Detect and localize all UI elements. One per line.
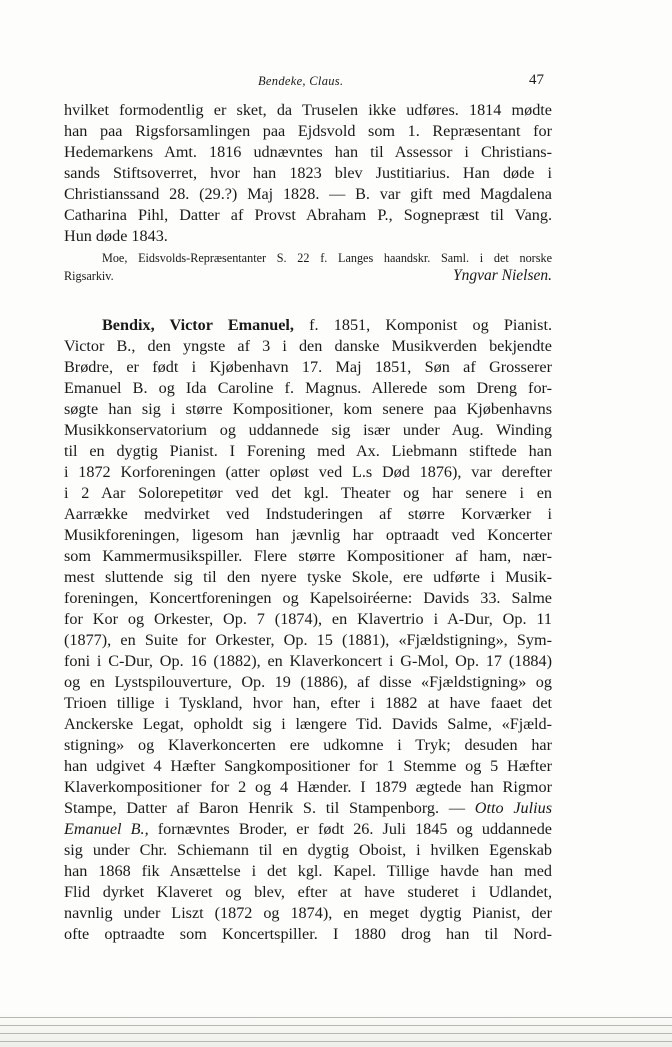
entry-separator <box>64 285 552 315</box>
reference-line: Rigsarkiv. <box>64 269 114 283</box>
text-line: Anckerske Legat, opholdt sig i længere Tid. Davids Salme, «Fjæld- <box>64 715 552 733</box>
text-line: han 1868 fik Ansættelse i det kgl. Kapel. Tillige havde han med <box>64 862 552 880</box>
entry-first-line-text: f. 1851, Komponist og Pianist. <box>293 316 553 334</box>
text-line: ofte optraadte som Koncertspiller. I 1880 drog han til Nord- <box>64 925 552 943</box>
text-line: søgte han sig i større Kompositioner, kom senere paa Kjøbenhavns <box>64 400 552 418</box>
text-line: foni i C-Dur, Op. 16 (1882), en Klaverkoncert i G-Mol, Op. 17 (1884) <box>64 652 552 670</box>
text-line: Aarrække medvirket ved Indstuderingen af større Korværker i <box>64 505 552 523</box>
text-line: som Kammermusikspiller. Flere større Kompositioner af ham, nær- <box>64 547 552 565</box>
text-line: sig under Chr. Schiemann til en dygtig Oboist, i hvilken Egenskab <box>64 841 552 859</box>
text-line: Flid dyrket Klaveret og blev, efter at have studeret i Udlandet, <box>64 883 552 901</box>
text-line: stigning» og Klaverkoncerten ere udkomne i Tryk; desuden har <box>64 736 552 754</box>
text-line: Catharina Pihl, Datter af Provst Abraham P., Sognepræst til Vang. <box>64 206 552 224</box>
text-line: for Kor og Orkester, Op. 7 (1874), en Klavertrio i A-Dur, Op. 11 <box>64 610 552 628</box>
text-line: Klaverkompositioner for 2 og 4 Hænder. I 1879 ægtede han Rigmor <box>64 778 552 796</box>
entry-first-line <box>64 315 552 336</box>
page-edge <box>0 1011 672 1047</box>
references <box>64 249 552 285</box>
text-line: Musikkonservatorium og uddannede sig især under Aug. Winding <box>64 421 552 439</box>
text-line: og en Lystspilouverture, Op. 19 (1886), af disse «Fjældstigning» og <box>64 673 552 691</box>
text-line: Musikforeningen, ligesom han jævnlig har optraadt ved Koncerter <box>64 526 552 544</box>
text-line: foreningen, Koncertforeningen og Kapelsoiréerne: Davids 33. Salme <box>64 589 552 607</box>
text-line: sands Stiftsoverret, hvor han 1823 blev Justitiarius. Han døde i <box>64 164 552 182</box>
text-line: navnlig under Liszt (1872 og 1874), en meget dygtig Pianist, der <box>64 904 552 922</box>
text-segment: fornævntes Broder, er født 26. Juli 1845 og uddannede <box>148 820 552 838</box>
entry-heading: Bendix, Victor Emanuel, <box>102 316 294 334</box>
page-header <box>0 74 672 94</box>
reference-signature-row <box>64 267 552 285</box>
running-head: Bendeke, Claus. <box>258 74 344 88</box>
text-line <box>64 819 552 840</box>
text-line: til en dygtig Pianist. I Forening med Ax. Liebmann stiftede han <box>64 442 552 460</box>
text-line: Christianssand 28. (29.?) Maj 1828. — B. var gift med Magdalena <box>64 185 552 203</box>
text-line: han paa Rigsforsamlingen paa Ejdsvold som 1. Repræsentant for <box>64 122 552 140</box>
text-line <box>64 798 552 819</box>
text-line: (1877), en Suite for Orkester, Op. 15 (1881), «Fjældstigning», Sym- <box>64 631 552 649</box>
text-line: i 2 Aar Solorepetitør ved det kgl. Theater og har senere i en <box>64 484 552 502</box>
text-line: Trioen tillige i Tyskland, hvor han, efter i 1882 at have faaet det <box>64 694 552 712</box>
reference-line: Moe, Eidsvolds-Repræsentanter S. 22 f. Langes haandskr. Saml. i det norske <box>102 251 552 265</box>
text-line: i 1872 Korforeningen (atter opløst ved L.s Død 1876), var derefter <box>64 463 552 481</box>
author-signature: Yngvar Nielsen. <box>452 267 552 284</box>
person-name: Emanuel B., <box>64 820 149 838</box>
text-line: mest sluttende sig til den nyere tyske Skole, ere udførte i Musik- <box>64 568 552 586</box>
text-segment: Stampe, Datter af Baron Henrik S. til Stampenborg. — <box>64 799 475 817</box>
text-line: Emanuel B. og Ida Caroline f. Magnus. Allerede som Dreng for- <box>64 379 552 397</box>
text-line: Hedemarkens Amt. 1816 udnævntes han til Assessor i Christians- <box>64 143 552 161</box>
page-body <box>64 100 552 945</box>
text-line: hvilket formodentlig er sket, da Truselen ikke udføres. 1814 mødte <box>64 101 552 119</box>
text-line: Brødre, er født i Kjøbenhavn 17. Maj 1851, Søn af Grosserer <box>64 358 552 376</box>
text-line: han udgivet 4 Hæfter Sangkompositioner for 1 Stemme og 5 Hæfter <box>64 757 552 775</box>
text-line: Victor B., den yngste af 3 i den danske Musikverden bekjendte <box>64 337 552 355</box>
page-number: 47 <box>529 72 544 88</box>
person-name: Otto Julius <box>474 799 553 817</box>
text-line: Hun døde 1843. <box>64 227 168 245</box>
